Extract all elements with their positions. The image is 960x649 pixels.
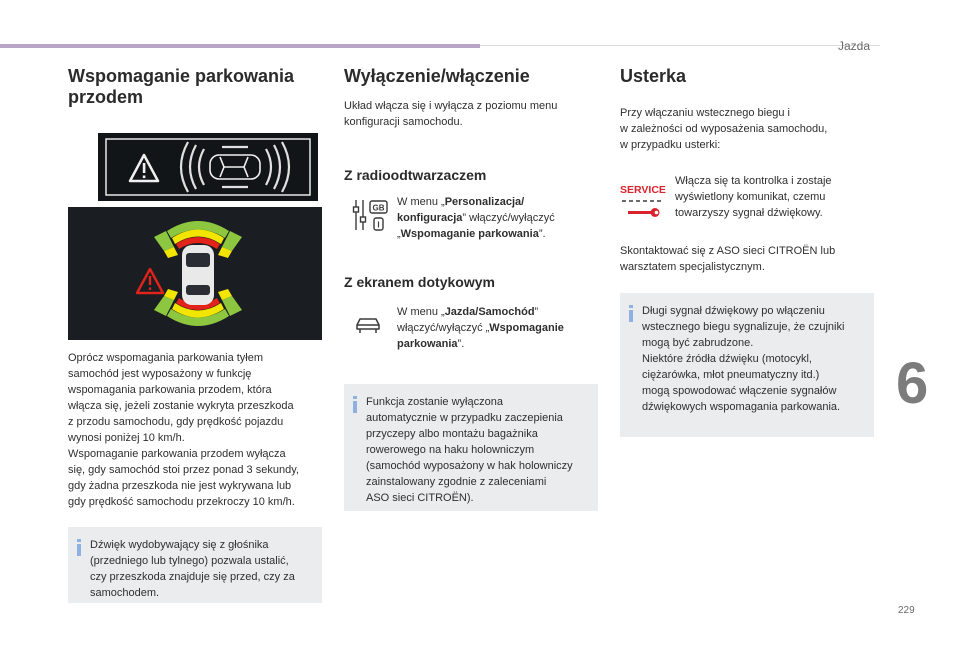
section-title-front-parking: Wspomaganie parkowania przodem (68, 66, 295, 107)
contact-dealer-text: Skontaktować się z ASO sieci CITROËN lub warsztatem specjalistycznym. (620, 245, 836, 273)
header-divider (480, 45, 880, 46)
service-warning-text: Włącza się ta kontrolka i zostaje wyświetlony komunikat, czemu towarzyszy sygnał dźwiękowy. (675, 175, 832, 219)
heading-touchscreen: Z ekranem dotykowym (344, 274, 495, 290)
front-parking-description: Oprócz wspomagania parkowania tyłem samochód jest wyposażony w funkcję wspomagania parkowania przodem, która włącza się, jeżeli zostanie wykryta przeszkoda z przodu samochodu, gdy prędkość pojazdu wynosi poniżej 10 km/h. Wspomaganie parkowania przodem wyłącza się, gdy samochód stoi przez ponad 3 sekundy, gdy żadna przeszkoda nie jest wykrywana lub gdy prędkość samochodu przekroczy 10 km/h. (68, 352, 299, 508)
car-top-view-icon (182, 245, 214, 305)
parking-zones-image (68, 207, 322, 340)
service-wrench-icon (620, 180, 666, 223)
header-accent-bar (0, 44, 480, 48)
column-enable-disable (344, 66, 600, 87)
parking-zones-graphic (68, 207, 322, 340)
warning-icon (130, 155, 158, 181)
warning-icon (137, 269, 163, 293)
note-sound-source: Dźwięk wydobywający się z głośnika (przedniego lub tylnego) pozwala ustalić, czy przeszkoda znajduje się przed, czy za samochodem. (68, 527, 322, 603)
chapter-title: Jazda (838, 39, 871, 53)
dashboard-display-graphic (98, 133, 318, 201)
dashboard-display-image (98, 133, 318, 201)
radio-instructions: W menu „Personalizacja/ konfiguracja” włączyć/wyłączyć „Wspomaganie parkowania”. (397, 196, 555, 240)
enable-disable-intro: Układ włącza się i wyłącza z poziomu menu konfiguracji samochodu. (344, 100, 558, 128)
svg-text:GB: GB (372, 203, 385, 213)
heading-radio: Z radioodtwarzaczem (344, 167, 487, 183)
column-front-parking (68, 66, 324, 108)
svg-text:I: I (377, 220, 380, 230)
page-number: 229 (898, 605, 915, 616)
chapter-number: 6 (896, 351, 929, 416)
note-info-icon (353, 396, 357, 412)
note-long-beep: Długi sygnał dźwiękowy po włączeniu wstecznego biegu sygnalizuje, że czujniki mogą być zabrudzone. Niektóre źródła dźwięku (motocykl, ciężarówka, młot pneumatyczny itd.) mogą spowodować włączenie sygnałów dźwiękowych wspomagania parkowania. (620, 293, 874, 437)
section-title-fault: Usterka (620, 66, 687, 86)
settings-sliders-icon (352, 197, 392, 238)
note-auto-disable: Funkcja zostanie wyłączona automatycznie w przypadku zaczepienia przyczepy albo montażu bagażnika rowerowego na haku holowniczym (samochód wyposażony w hak holowniczy zainstalowany zgodnie z zaleceniami ASO sieci CITROËN). (344, 384, 598, 511)
car-top-view-icon (210, 155, 260, 179)
column-fault (620, 66, 876, 87)
note-info-icon (77, 539, 81, 555)
svg-text:SERVICE: SERVICE (620, 184, 666, 196)
fault-intro: Przy włączaniu wstecznego biegu i w zależności od wyposażenia samochodu, w przypadku usterki: (620, 107, 828, 151)
car-outline-icon (354, 316, 382, 341)
section-title-enable-disable: Wyłączenie/włączenie (344, 66, 530, 86)
touchscreen-instructions: W menu „Jazda/Samochód” włączyć/wyłączyć „Wspomaganie parkowania”. (397, 306, 564, 350)
note-info-icon (629, 305, 633, 321)
